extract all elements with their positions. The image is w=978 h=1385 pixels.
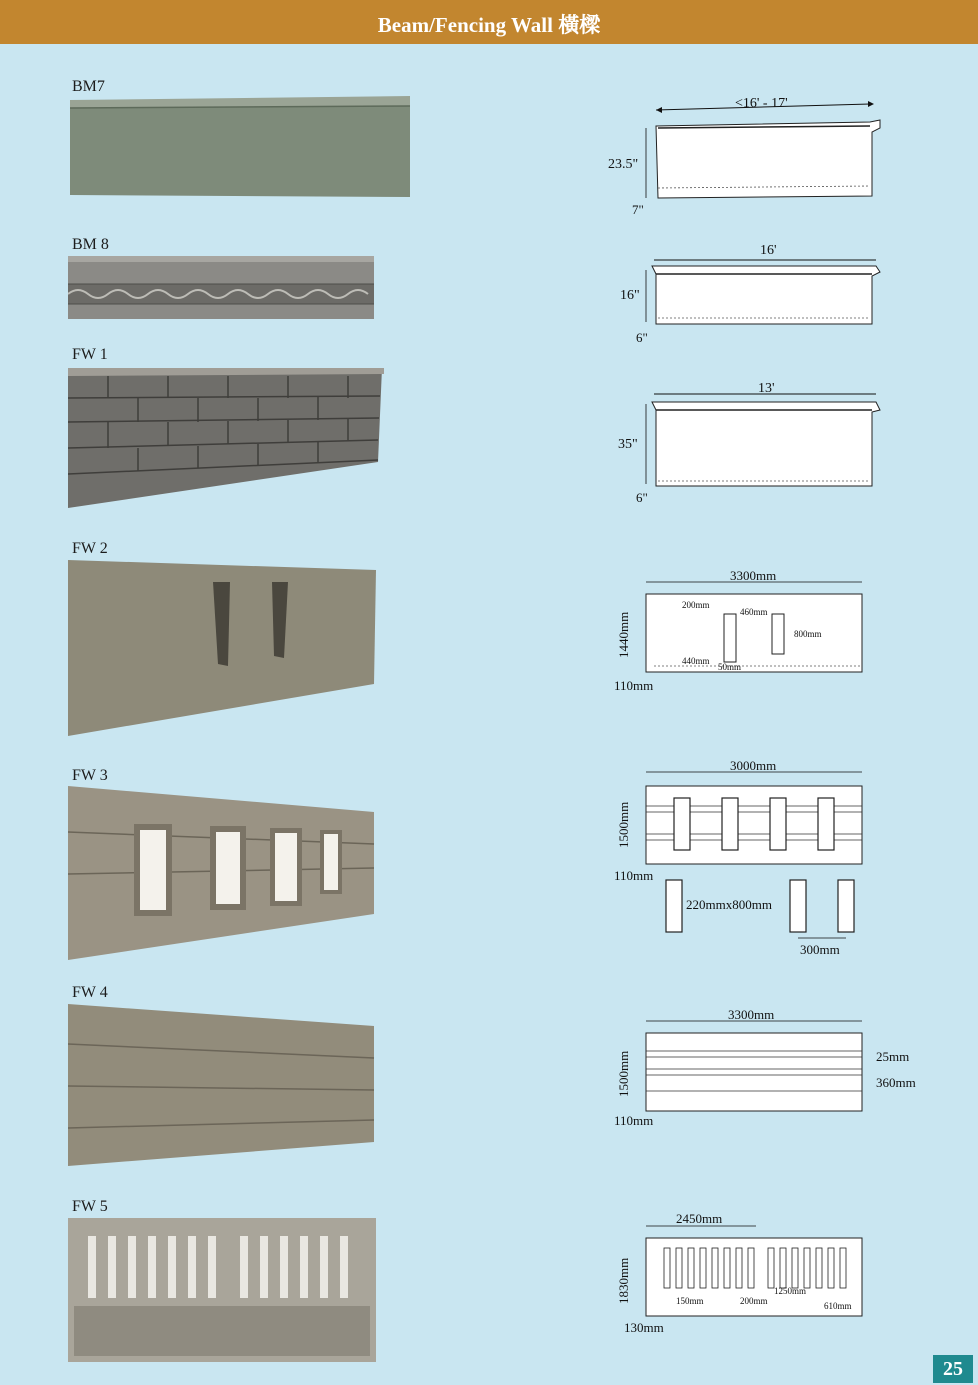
bm8-length: 16' <box>760 243 777 258</box>
fw2-length: 3300mm <box>730 568 777 583</box>
product-label-bm8: BM 8 <box>72 236 109 253</box>
product-label-fw3: FW 3 <box>72 767 108 784</box>
page-header <box>0 0 978 44</box>
page-title: Beam/Fencing Wall 橫樑 <box>377 13 601 37</box>
fw3-gap: 300mm <box>800 942 840 957</box>
fw4-dim-b: 360mm <box>876 1075 916 1090</box>
fw2-dim-b: 460mm <box>740 607 768 617</box>
fw5-depth: 130mm <box>624 1320 664 1335</box>
fw4-depth: 110mm <box>614 1113 654 1128</box>
fw5-dim-d: 610mm <box>824 1301 852 1311</box>
product-label-fw5: FW 5 <box>72 1198 108 1215</box>
fw1-photo <box>68 368 384 510</box>
product-label-fw2: FW 2 <box>72 540 108 557</box>
fw2-dim-e: 50mm <box>718 662 742 672</box>
bm7-photo <box>68 96 413 199</box>
fw1-length: 13' <box>758 381 775 396</box>
bm7-depth: 7" <box>632 202 644 217</box>
fw2-photo <box>68 560 378 738</box>
fw4-diagram <box>600 1005 930 1135</box>
fw5-photo <box>68 1218 378 1364</box>
fw5-dim-b: 200mm <box>740 1296 768 1306</box>
fw5-height: 1830mm <box>616 1257 631 1304</box>
fw1-diagram <box>600 378 900 508</box>
fw4-height: 1500mm <box>616 1050 631 1097</box>
fw4-dim-a: 25mm <box>876 1049 910 1064</box>
fw2-height: 1440mm <box>616 611 631 658</box>
fw2-dim-c: 800mm <box>794 629 822 639</box>
bm8-photo <box>68 256 376 320</box>
fw3-height: 1500mm <box>616 801 631 848</box>
bm8-diagram <box>600 240 900 350</box>
product-label-fw4: FW 4 <box>72 984 108 1001</box>
fw2-dim-a: 200mm <box>682 600 710 610</box>
fw5-dim-a: 150mm <box>676 1296 704 1306</box>
product-label-fw1: FW 1 <box>72 346 108 363</box>
fw2-diagram <box>600 566 900 696</box>
bm7-height: 23.5" <box>608 157 639 172</box>
fw2-dim-d: 440mm <box>682 656 710 666</box>
fw5-dim-c: 1250mm <box>774 1286 807 1296</box>
fw3-depth: 110mm <box>614 868 654 883</box>
bm8-height: 16" <box>620 288 640 303</box>
fw4-photo <box>68 1004 378 1168</box>
fw2-depth: 110mm <box>614 678 654 693</box>
fw3-window-size: 220mmx800mm <box>686 897 772 912</box>
bm7-length: <16' - 17' <box>735 96 788 111</box>
fw1-depth: 6" <box>636 490 648 505</box>
fw5-length: 2450mm <box>676 1211 723 1226</box>
fw1-height: 35" <box>618 437 638 452</box>
fw5-diagram <box>600 1206 900 1336</box>
fw3-photo <box>68 786 376 962</box>
fw3-diagram <box>600 756 900 966</box>
product-label-bm7: BM7 <box>72 78 105 95</box>
bm7-diagram <box>600 88 900 218</box>
fw3-length: 3000mm <box>730 758 777 773</box>
fw4-length: 3300mm <box>728 1007 775 1022</box>
bm8-depth: 6" <box>636 330 648 345</box>
page-number: 25 <box>933 1355 973 1383</box>
